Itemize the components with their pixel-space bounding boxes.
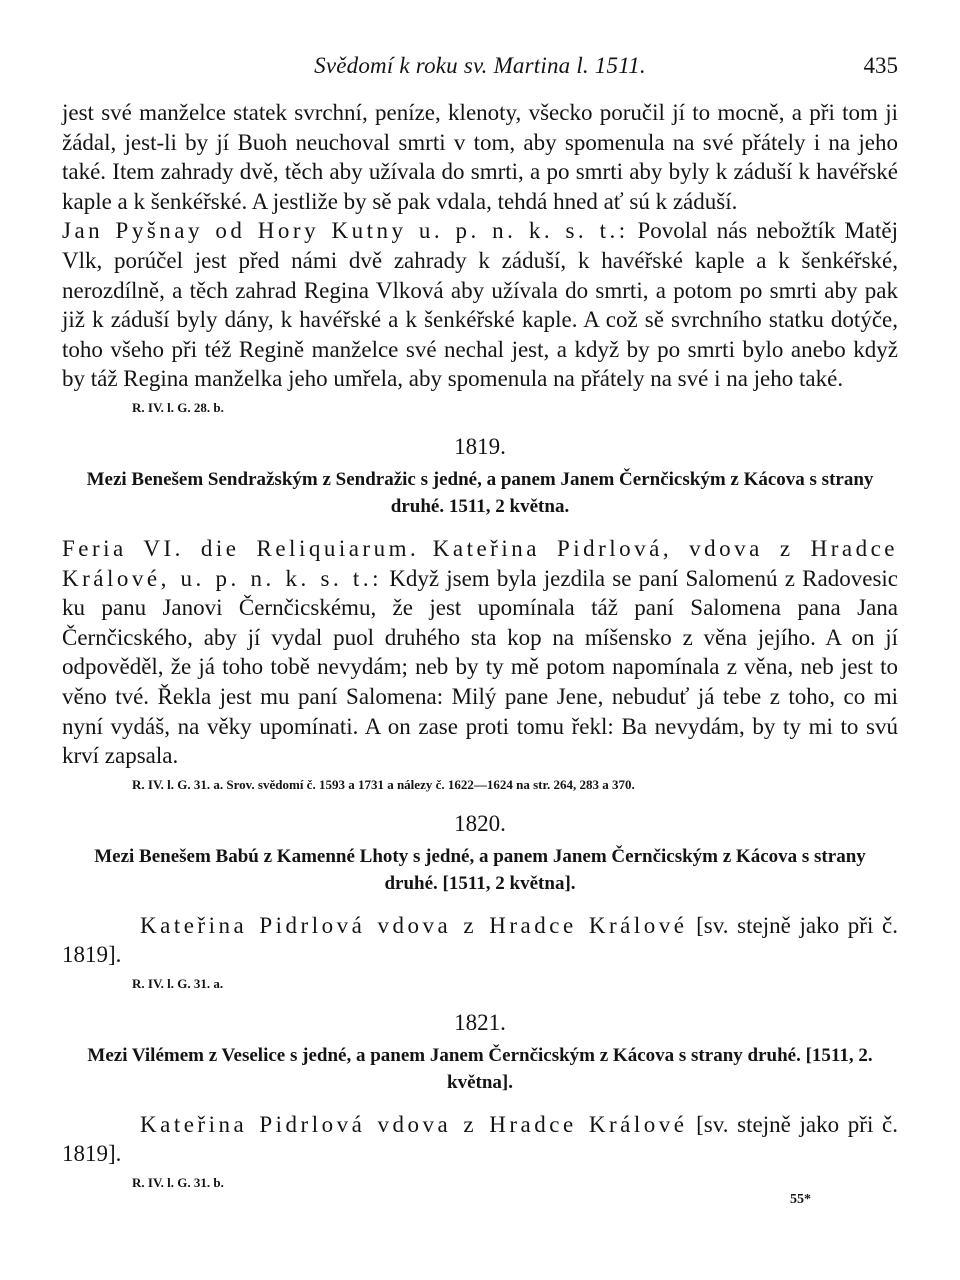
entry-number-1819: 1819. xyxy=(454,433,506,459)
testimony-text: [sv. stejně jako při č. 1819]. xyxy=(62,1111,898,1167)
witness-name: Jan Pyšnay od Hory Kutny u. p. n. k. s. t.: xyxy=(62,218,629,244)
source-reference: R. IV. l. G. 28. b. xyxy=(132,399,224,415)
entry-number-1821: 1821. xyxy=(454,1009,506,1035)
source-reference: R. IV. l. G. 31. b. xyxy=(132,1175,224,1191)
testimony-text: [sv. stejně jako při č. 1819]. xyxy=(62,912,898,968)
entry-text-1821 xyxy=(62,1110,898,1169)
continuation-paragraph: jest své manželce statek svrchní, peníze, klenoty, všecko poručil jí to mocně, a při tom ji žádal, jest-li by jí Buoh neuchoval smrti v tom, aby spomenula na své přátely i na jeho také. Item zahrady dvě, těch aby užívala do smrti, a po smrti aby byly k záduší k havéřské kaple a k šenkéřské. A jestliže by sě pak vdala, tehdá hned ať sú k záduší. xyxy=(62,100,898,214)
witness-name: Kateřina Pidrlová vdova z Hradce Králové xyxy=(140,912,688,938)
witness-name: Kateřina Pidrlová vdova z Hradce Králové xyxy=(140,1111,688,1137)
signature-mark: 55* xyxy=(790,1192,811,1207)
entry-text-1819 xyxy=(62,534,898,771)
entry-date: Feria VI. die Reliquiarum. xyxy=(62,535,420,561)
entry-text-1820 xyxy=(62,911,898,970)
testimony-text: Když jsem byla jezdila se paní Salomenú z Radovesic ku panu Janovi Černčicskému, že jest upomínala táž paní Salomena pana Jana Černčicského, aby jí vydal puol druhého sta kop na míšensko z věna jejího. A on jí odpověděl, že já toho tobě nevydám; neb by ty mě potom napomínala z věna, neb jest to věno tvé. Řekla jest mu paní Salomena: Milý pane Jene, nebuduť já tebe z toho, co mi nyní vydáš, na věky upomínati. A on zase proti tomu řekl: Ba nevydám, by ty mi to svú krví zapsala. xyxy=(62,565,898,769)
witness-name: Kateřina Pidrlová, vdova z Hradce Králové, u. p. n. k. s. t.: xyxy=(62,535,898,591)
entry-summary-1821: Mezi Vilémem z Veselice s jedné, a panem Janem Černčicským z Kácova s strany druhé. [1511, 2. května]. xyxy=(87,1044,873,1093)
entry-summary-1819: Mezi Benešem Sendražským z Sendražic s jedné, a panem Janem Černčicským z Kácova s strany druhé. 1511, 2 května. xyxy=(86,468,874,517)
source-reference: R. IV. l. G. 31. a. Srov. svědomí č. 1593 a 1731 a nálezy č. 1622—1624 na str. 264, 283 a 370. xyxy=(132,776,635,792)
running-title: Svědomí k roku sv. Martina l. 1511. xyxy=(314,53,646,78)
page-body xyxy=(62,98,898,1195)
page-number: 435 xyxy=(863,53,898,78)
entry-number-1820: 1820. xyxy=(454,810,506,836)
testimony-text: Povolal nás nebožtík Matěj Vlk, porúčel jest před námi dvě zahrady k záduší, k havéřské kaple a k šenkéřské, nerozdílně, a těch zahrad Regina Vlková aby užívala do smrti, a potom po smrti aby pak již k záduší byly dány, k havéřské a k šenkéřské kaple. A což sě svrchního statku dotýče, toho všeho při též Regině manželce své nechal jest, a když by po smrti bylo anebo když by táž Regina manželka jeho umřela, aby spomenula na přátely na své i na jeho také. xyxy=(62,218,898,392)
page-header xyxy=(62,53,898,87)
source-reference: R. IV. l. G. 31. a. xyxy=(132,975,224,991)
entry-summary-1820: Mezi Benešem Babú z Kamenné Lhoty s jedné, a panem Janem Černčicským z Kácova s strany druhé. [1511, 2 května]. xyxy=(94,845,866,894)
testimony-pysnay xyxy=(62,216,898,394)
